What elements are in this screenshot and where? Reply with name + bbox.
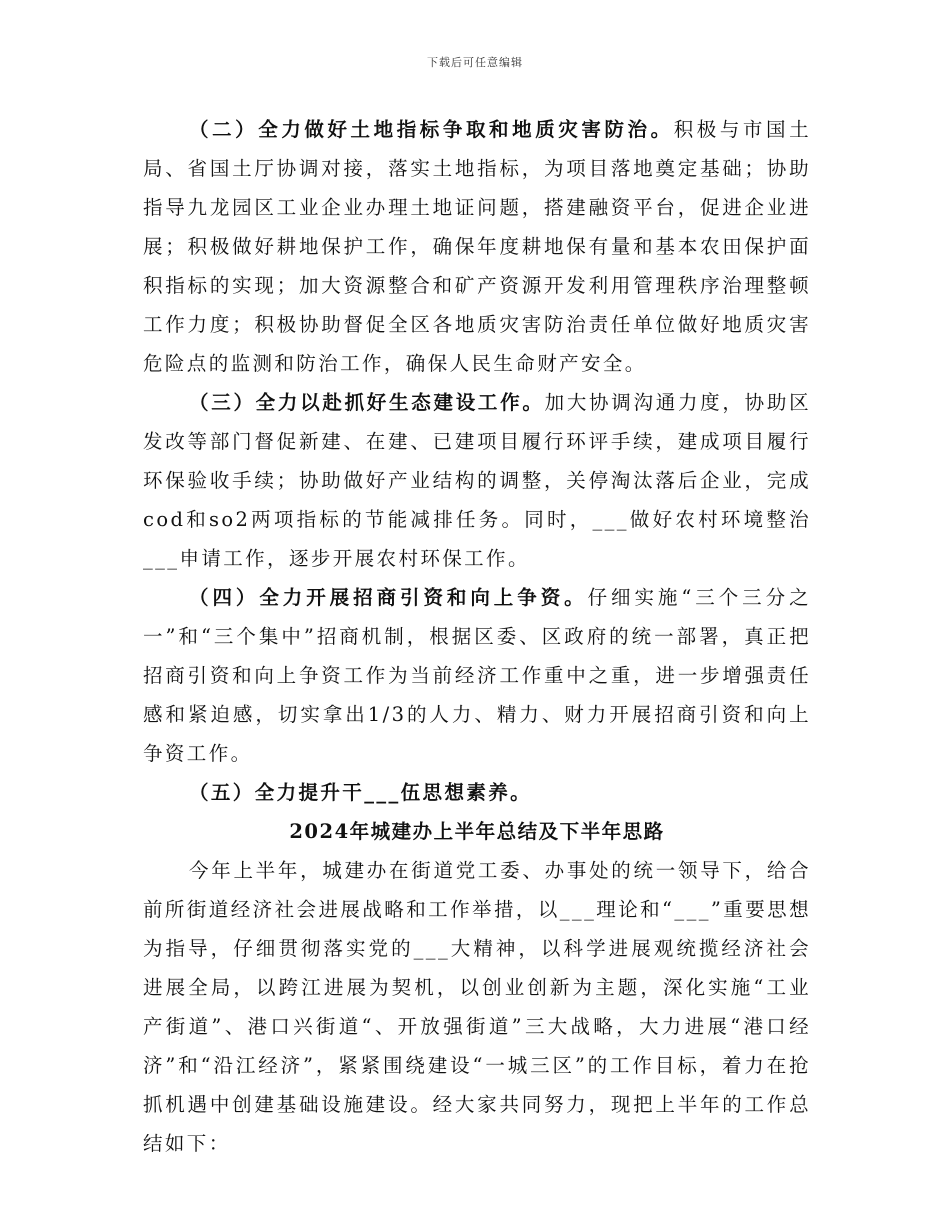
- paragraph-heading: （二）全力做好土地指标争取和地质灾害防治。: [189, 118, 674, 141]
- paragraph-investment: [143, 578, 811, 773]
- page-header: 下载后可任意编辑: [427, 56, 523, 69]
- paragraph-heading: （四）全力开展招商引资和向上争资。: [189, 586, 588, 609]
- paragraph-land-indicators: [143, 110, 811, 383]
- paragraph-text: 加大协调沟通力度，协助区发改等部门督促新建、在建、已建项目履行环评手续，建成项目履行环保验收手续；协助做好产业结构的调整，关停淘汰落后企业，完成cod和so2两项指标的节能减排任务。同时，___做好农村环境整治___申请工作，逐步开展农村环保工作。: [143, 391, 811, 570]
- paragraph-heading: （五）全力提升干___伍思想素养。: [189, 781, 533, 804]
- paragraph-text: 仔细实施“三个三分之一”和“三个集中”招商机制，根据区委、区政府的统一部署，真正把招商引资和向上争资工作为当前经济工作重中之重，进一步增强责任感和紧迫感，切实拿出1/3的人力、精力、财力开展招商引资和向上争资工作。: [143, 586, 811, 765]
- paragraph-team: [143, 773, 811, 812]
- paragraph-text: 积极与市国土局、省国土厅协调对接，落实土地指标，为项目落地奠定基础；协助指导九龙园区工业企业办理土地证问题，搭建融资平台，促进企业进展；积极做好耕地保护工作，确保年度耕地保有量和基本农田保护面积指标的实现；加大资源整合和矿产资源开发利用管理秩序治理整顿工作力度；积极协助督促全区各地质灾害防治责任单位做好地质灾害危险点的监测和防治工作，确保人民生命财产安全。: [143, 118, 811, 375]
- paragraph-ecology: [143, 383, 811, 578]
- intro-paragraph: 今年上半年，城建办在街道党工委、办事处的统一领导下，给合前所街道经济社会进展战略和工作举措，以___理论和“___”重要思想为指导，仔细贯彻落实党的___大精神，以科学进展观统揽经济社会进展全局，以跨江进展为契机，以创业创新为主题，深化实施“工业产街道”、港口兴街道“、开放强街道”三大战略，大力进展“港口经济”和“沿江经济”，紧紧围绕建设“一城三区”的工作目标，着力在抢抓机遇中创建基础设施建设。经大家共同努力，现把上半年的工作总结如下：: [143, 859, 811, 1155]
- document-body: [143, 110, 811, 1163]
- section-title: 2024年城建办上半年总结及下半年思路: [289, 820, 665, 843]
- paragraph-heading: （三）全力以赴抓好生态建设工作。: [189, 391, 545, 414]
